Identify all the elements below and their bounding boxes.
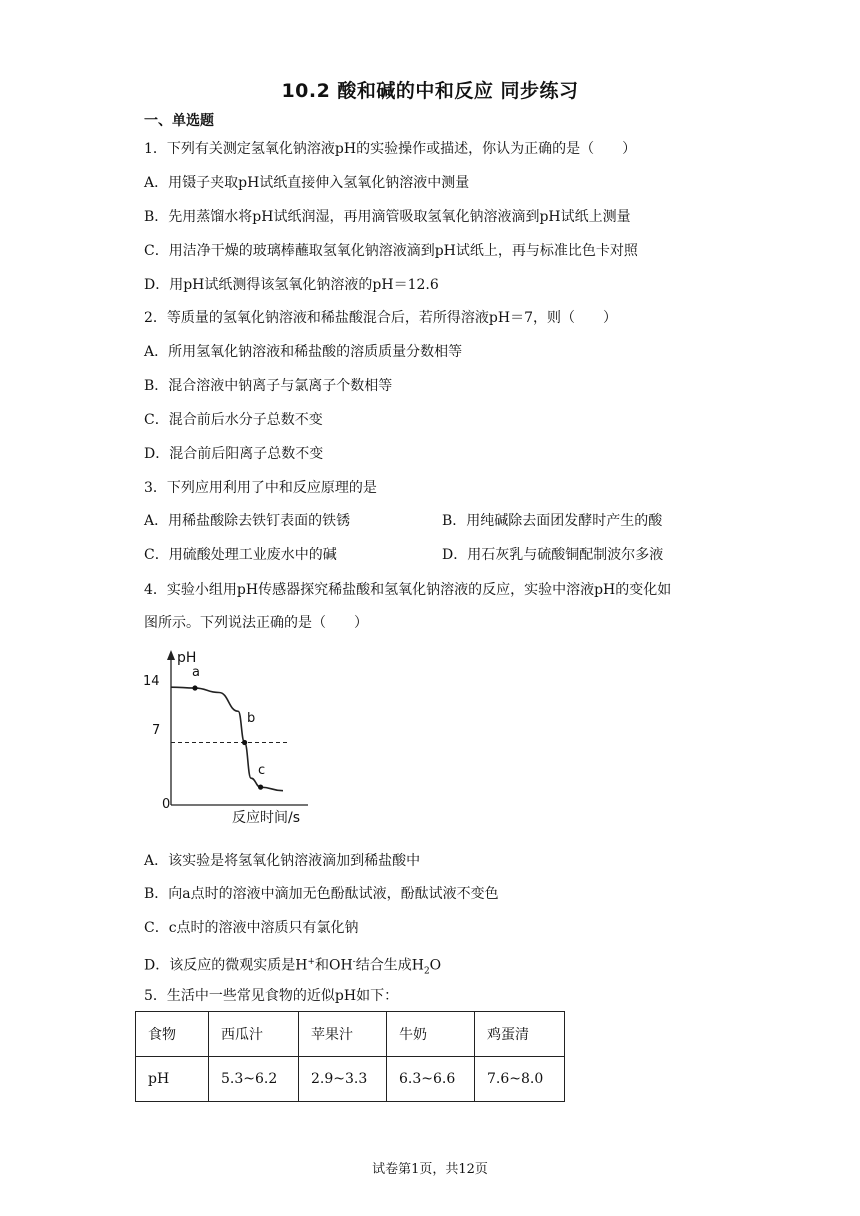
table-cell: 苹果汁 — [299, 1012, 387, 1057]
question-2-option-d: D．混合前后阳离子总数不变 — [144, 446, 324, 462]
table-cell: 5.3~6.2 — [209, 1057, 299, 1102]
y-tick-14: 14 — [143, 674, 160, 689]
page-footer: 试卷第1页，共12页 — [372, 1162, 488, 1177]
point-c-label: c — [258, 763, 266, 778]
ph-series-line — [171, 687, 283, 791]
y-tick-7: 7 — [152, 723, 161, 738]
question-4-option-c: C．c点时的溶液中溶质只有氯化钠 — [144, 920, 359, 936]
question-1-option-b: B．先用蒸馏水将pH试纸润湿，再用滴管吸取氢氧化钠溶液滴到pH试纸上测量 — [144, 209, 631, 225]
question-1-stem: 1．下列有关测定氢氧化钠溶液pH的实验操作或描述，你认为正确的是（ ） — [144, 141, 637, 157]
page-title: 10.2 酸和碱的中和反应 同步练习 — [281, 80, 579, 102]
section-heading: 一、单选题 — [144, 113, 214, 129]
table-cell: pH — [136, 1057, 209, 1102]
table-row — [136, 1057, 565, 1102]
question-1-option-d: D．用pH试纸测得该氢氧化钠溶液的pH＝12.6 — [144, 277, 439, 293]
question-3-stem: 3．下列应用利用了中和反应原理的是 — [144, 480, 377, 496]
food-ph-table — [135, 1011, 565, 1102]
question-3-option-b: B．用纯碱除去面团发酵时产生的酸 — [442, 513, 663, 529]
question-2-option-c: C．混合前后水分子总数不变 — [144, 412, 323, 428]
x-axis-label: 反应时间/s — [232, 810, 301, 826]
question-4-stem-line-2: 图所示。下列说法正确的是（ ） — [144, 615, 368, 631]
question-2-option-b: B．混合溶液中钠离子与氯离子个数相等 — [144, 378, 393, 394]
y-axis-label: pH — [177, 650, 197, 666]
question-3-option-c: C．用硫酸处理工业废水中的碱 — [144, 547, 337, 563]
question-2-option-a: A．所用氢氧化钠溶液和稀盐酸的溶质质量分数相等 — [144, 344, 463, 360]
question-1-option-c: C．用洁净干燥的玻璃棒蘸取氢氧化钠溶液滴到pH试纸上，再与标准比色卡对照 — [144, 243, 638, 259]
ph-curve-chart — [140, 642, 320, 832]
table-cell: 食物 — [136, 1012, 209, 1057]
question-3-option-a: A．用稀盐酸除去铁钉表面的铁锈 — [144, 513, 351, 529]
origin-label: 0 — [162, 797, 171, 812]
table-cell: 7.6~8.0 — [475, 1057, 565, 1102]
question-4-option-b: B．向a点时的溶液中滴加无色酚酞试液，酚酞试液不变色 — [144, 886, 499, 902]
table-cell: 西瓜汁 — [209, 1012, 299, 1057]
point-b — [242, 740, 247, 745]
question-1-option-a: A．用镊子夹取pH试纸直接伸入氢氧化钠溶液中测量 — [144, 175, 470, 191]
question-3-option-d: D．用石灰乳与硫酸铜配制波尔多液 — [442, 547, 664, 563]
table-cell: 2.9~3.3 — [299, 1057, 387, 1102]
question-4-option-d: D．该反应的微观实质是H+和OH-结合生成$H_2O$ — [144, 957, 442, 977]
point-b-label: b — [247, 711, 256, 726]
table-cell: 牛奶 — [387, 1012, 475, 1057]
table-header-row — [136, 1012, 565, 1057]
table-cell: 6.3~6.6 — [387, 1057, 475, 1102]
y-axis-arrow — [167, 650, 175, 660]
question-4-stem-line-1: 4．实验小组用pH传感器探究稀盐酸和氢氧化钠溶液的反应，实验中溶液pH的变化如 — [144, 582, 672, 598]
question-5-stem: 5．生活中一些常见食物的近似pH如下： — [144, 988, 399, 1004]
question-4-option-a: A．该实验是将氢氧化钠溶液滴加到稀盐酸中 — [144, 853, 421, 869]
table-cell: 鸡蛋清 — [475, 1012, 565, 1057]
point-a — [192, 685, 197, 690]
point-a-label: a — [192, 665, 200, 680]
point-c — [258, 785, 263, 790]
question-2-stem: 2．等质量的氢氧化钠溶液和稀盐酸混合后，若所得溶液pH＝7，则（ ） — [144, 310, 617, 326]
